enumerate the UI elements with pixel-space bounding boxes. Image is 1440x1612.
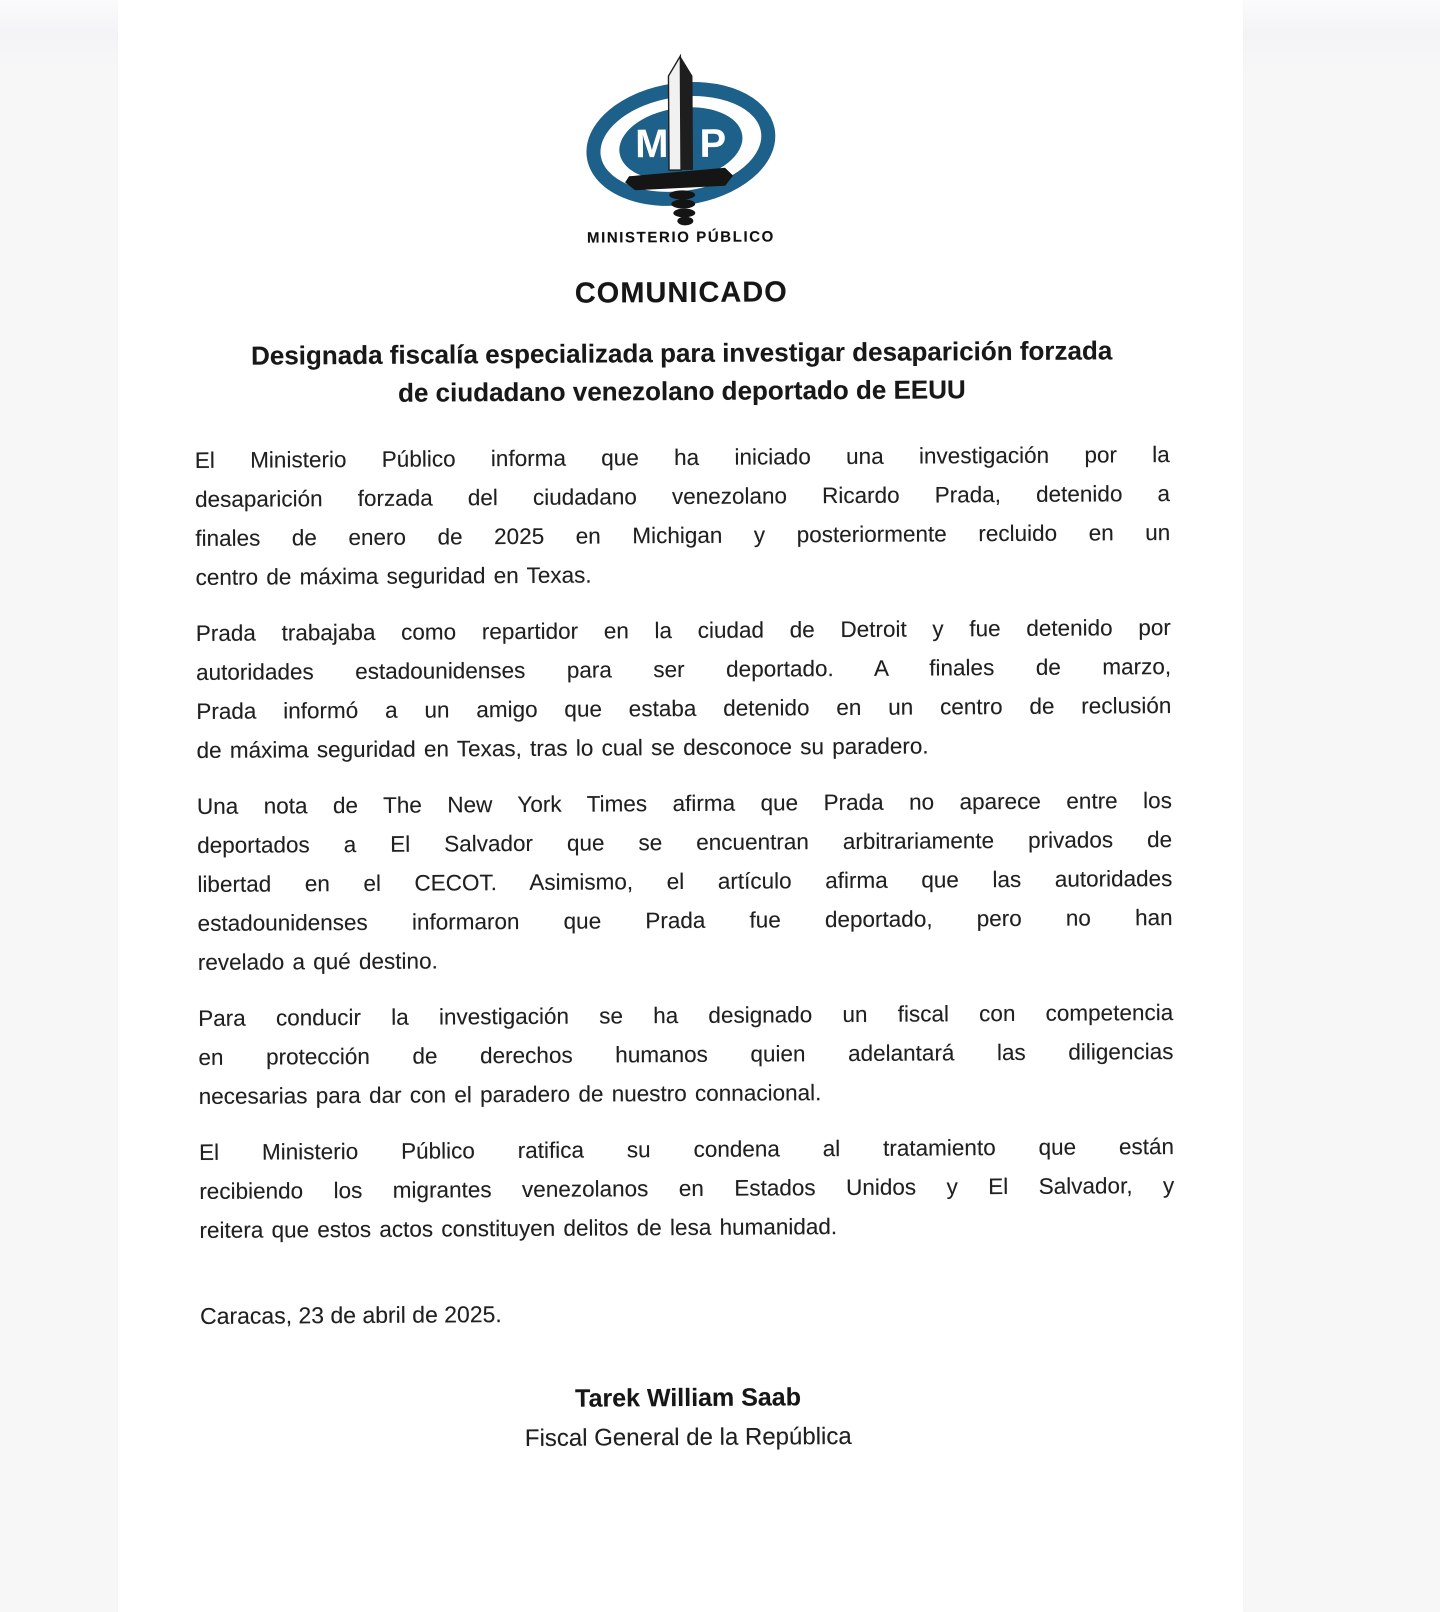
document-content: [192, 0, 1176, 1461]
mp-logo: [192, 0, 1168, 249]
paragraph-line: Una nota de The New York Times afirma que Prada no aparece entre los: [196, 788, 1172, 819]
paragraph-line: estadounidenses informaron que Prada fue deportado, pero no han: [197, 905, 1173, 936]
dateline: Caracas, 23 de abril de 2025.: [199, 1301, 502, 1329]
paragraph-line: Para conducir la investigación se ha designado un fiscal con competencia: [198, 1000, 1174, 1031]
mp-emblem-icon: [554, 53, 807, 227]
paragraph-line: El Ministerio Público informa que ha iniciado una investigación por la: [194, 442, 1170, 473]
paragraph-line: deportados a El Salvador que se encuentran arbitrariamente privados de: [197, 827, 1173, 858]
paragraph: [195, 435, 1171, 597]
title-line: Designada fiscalía especializada para investigar desaparición forzada: [250, 335, 1113, 371]
comunicado-heading: COMUNICADO: [574, 276, 788, 310]
document-title: [194, 331, 1169, 413]
paragraph-line: en protección de derechos humanos quien adelantará las diligencias: [198, 1039, 1174, 1070]
body-text: [195, 435, 1175, 1250]
paragraph: [197, 781, 1173, 982]
paragraph-line: reitera que estos actos constituyen delitos de lesa humanidad.: [199, 1214, 838, 1243]
paragraph-line: libertad en el CECOT. Asimismo, el artículo afirma que las autoridades: [197, 866, 1173, 897]
paragraph-line: revelado a qué destino.: [197, 948, 438, 975]
mp-letter-m: M: [634, 122, 669, 167]
document-page: [118, 0, 1243, 1612]
paragraph-line: recibiendo los migrantes venezolanos en Estados Unidos y El Salvador, y: [199, 1173, 1175, 1204]
paragraph-line: centro de máxima seguridad en Texas.: [195, 562, 592, 590]
paragraph: [196, 608, 1172, 770]
paragraph-line: El Ministerio Público ratifica su condena al tratamiento que están: [198, 1134, 1175, 1165]
title-line: de ciudadano venezolano deportado de EEUU: [397, 374, 966, 408]
mp-logo-caption: MINISTERIO PÚBLICO: [586, 228, 775, 247]
paragraph-line: Prada informó a un amigo que estaba detenido en un centro de reclusión: [196, 693, 1172, 724]
paragraph-line: desaparición forzada del ciudadano venezolano Ricardo Prada, detenido a: [194, 481, 1171, 512]
paragraph-line: de máxima seguridad en Texas, tras lo cual se desconoce su paradero.: [196, 733, 929, 763]
paragraph-line: finales de enero de 2025 en Michigan y posteriormente recluido en un: [195, 520, 1171, 551]
paragraph: [198, 993, 1174, 1116]
signature-block: [200, 1375, 1175, 1461]
mp-letter-p: P: [698, 121, 726, 166]
paragraph: [199, 1127, 1175, 1250]
paragraph-line: autoridades estadounidenses para ser deportado. A finales de marzo,: [196, 654, 1172, 685]
signature-name: Tarek William Saab: [575, 1383, 802, 1413]
signature-title: Fiscal General de la República: [524, 1422, 852, 1452]
paragraph-line: Prada trabajaba como repartidor en la ciudad de Detroit y fue detenido por: [195, 615, 1171, 646]
paragraph-line: necesarias para dar con el paradero de nuestro connacional.: [198, 1080, 822, 1109]
